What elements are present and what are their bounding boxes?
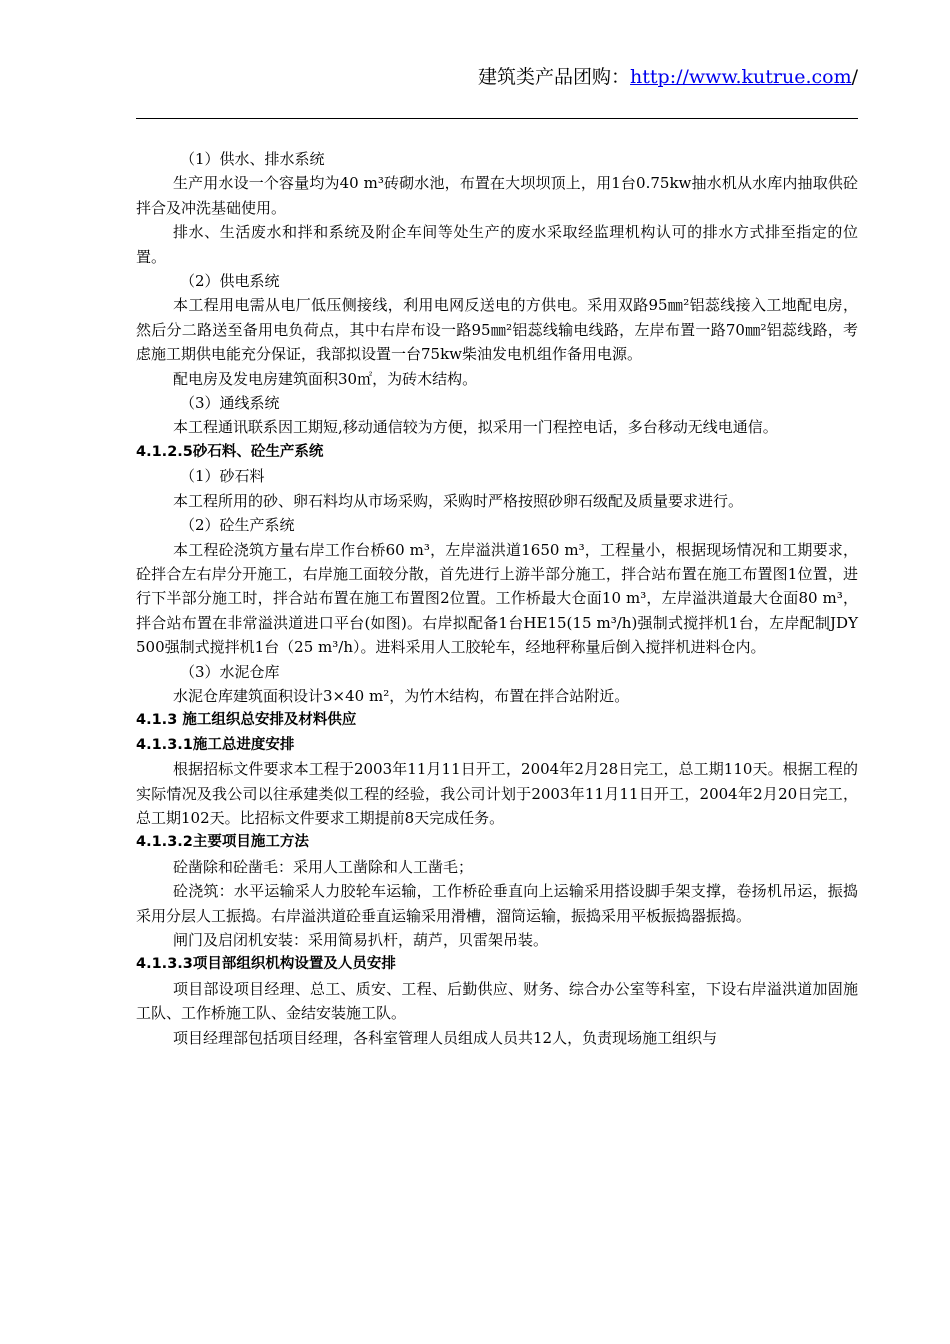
- paragraph: 项目经理部包括项目经理，各科室管理人员组成人员共12人，负责现场施工组织与: [173, 1028, 718, 1047]
- paragraph: 本工程所用的砂、卵石料均从市场采购，采购时严格按照砂卵石级配及质量要求进行。: [173, 491, 744, 510]
- subheading-aggregate: （1）砂石料: [180, 467, 265, 486]
- paragraph: 本工程用电需从电厂低压侧接线，利用电网反送电的方供电。采用双路95㎜²铝蕊线接入工地配电房，然后分二路送至备用电负荷点，其中右岸布设一路95㎜²铝蕊线输电线路，左岸布置一路70㎜²铝蕊线路，考虑施工期供电能充分保证，我部拟设置一台75kw柴油发电机组作备用电源。: [136, 296, 858, 364]
- paragraph: 根据招标文件要求本工程于2003年11月11日开工，2004年2月28日完工，总工期110天。根据工程的实际情况及我公司以往承建类似工程的经验，我公司计划于2003年11月11日开工，2004年2月20日完工，总工期102天。比招标文件要求工期提前8天完成任务。: [136, 760, 858, 827]
- paragraph: 水泥仓库建筑面积设计3×40 m²，为竹木结构，布置在拌合站附近。: [173, 686, 630, 705]
- paragraph: 闸门及启闭机安装：采用简易扒杆，葫芦，贝雷架吊装。: [173, 931, 549, 949]
- page-header: [136, 64, 858, 90]
- section-heading: 4.1.3.2主要项目施工方法: [136, 834, 309, 851]
- header-prefix: 建筑类产品团购：: [478, 66, 631, 88]
- paragraph: 砼凿除和砼凿毛：采用人工凿除和人工凿毛；: [173, 857, 474, 876]
- paragraph: 本工程通讯联系因工期短,移动通信较为方便，拟采用一门程控电话，多台移动无线电通信。: [173, 418, 778, 437]
- paragraph: 砼浇筑：水平运输采人力胶轮车运输，工作桥砼垂直向上运输采用搭设脚手架支撑，卷扬机吊运，振捣采用分层人工振捣。右岸溢洪道砼垂直运输采用滑槽，溜筒运输，振捣采用平板振捣器振捣。: [136, 882, 858, 925]
- section-heading: 4.1.3 施工组织总安排及材料供应: [136, 712, 357, 729]
- section-heading: 4.1.2.5砂石料、砼生产系统: [136, 443, 324, 460]
- paragraph: 生产用水设一个容量均为40 m³砖砌水池，布置在大坝坝顶上，用1台0.75kw抽水机从水库内抽取供砼拌合及冲洗基础使用。: [136, 174, 858, 217]
- header-link[interactable]: http://www.kutrue.com: [630, 66, 852, 88]
- header-suffix: /: [851, 66, 858, 88]
- paragraph: 配电房及发电房建筑面积30㎡，为砖木结构。: [173, 369, 478, 388]
- header-rule: [136, 118, 858, 119]
- paragraph: 本工程砼浇筑方量右岸工作台桥60 m³，左岸溢洪道1650 m³，工程量小，根据现场情况和工期要求，砼拌合左右岸分开施工，右岸施工面较分散，首先进行上游半部分施工，拌合站布置在施工布置图1位置，进行下半部分施工时，拌合站布置在施工布置图2位置。工作桥最大仓面10 m³，左岸溢洪道最大仓面80 m³，拌合站布置在非常溢洪道进口平台(如图)。右岸拟配备1台HE15(15 m³/h)强制式搅拌机1台，左岸配制JDY 500强制式搅拌机1台（25 m³/h）。进料采用人工胶轮车，经地秤称量后倒入搅拌机进料仓内。: [136, 540, 858, 657]
- subheading-cement: （3）水泥仓库: [180, 662, 280, 681]
- document-body: [136, 147, 858, 1050]
- subheading-power: （2）供电系统: [180, 272, 280, 291]
- section-heading: 4.1.3.3项目部组织机构设置及人员安排: [136, 956, 396, 973]
- subheading-water: （1）供水、排水系统: [180, 150, 325, 168]
- section-heading: 4.1.3.1施工总进度安排: [136, 736, 295, 753]
- subheading-comms: （3）通线系统: [180, 394, 280, 413]
- paragraph: 排水、生活废水和拌和系统及附企车间等处生产的废水采取经监理机构认可的排水方式排至指定的位置。: [136, 223, 858, 266]
- subheading-concrete: （2）砼生产系统: [180, 516, 295, 535]
- paragraph: 项目部设项目经理、总工、质安、工程、后勤供应、财务、综合办公室等科室，下设右岸溢洪道加固施工队、工作桥施工队、金结安装施工队。: [136, 979, 858, 1023]
